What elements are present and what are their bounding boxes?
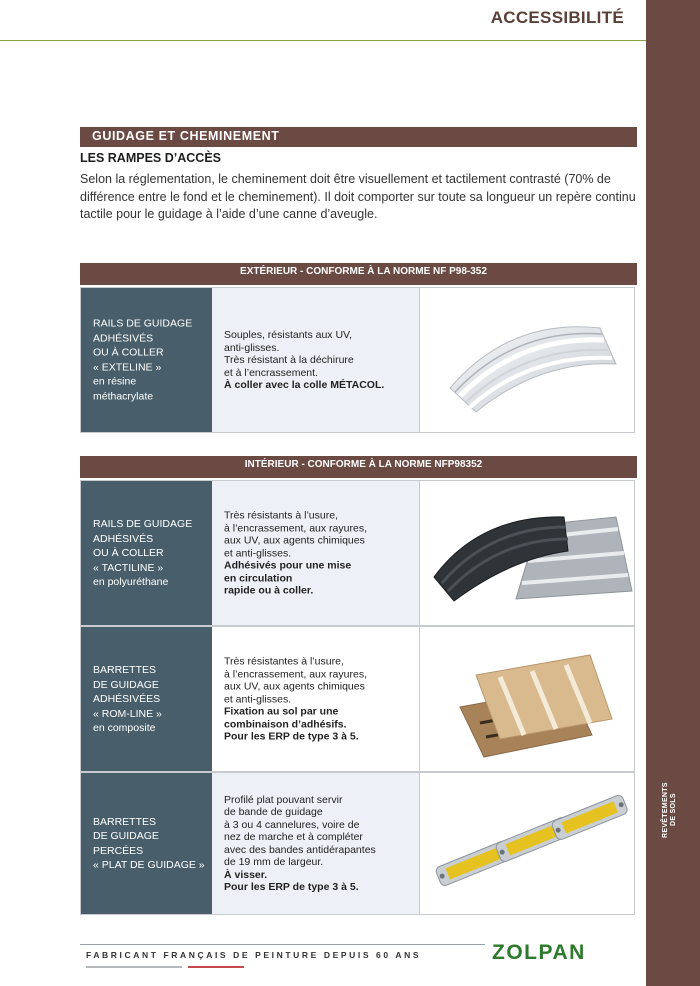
product-name-cell [81, 773, 212, 914]
product-row-romline [80, 626, 635, 772]
product-description-cell [212, 773, 419, 914]
product-image-cell [419, 481, 634, 625]
intro-paragraph: Selon la réglementation, le cheminement doit être visuellement et tactilement contrasté (70% de différence entre le fond et le cheminement). Il doit comporter sur toute sa longueur un repère continu tactile pour le guidage à l’aide d’une canne d’aveugle. [80, 172, 636, 221]
product-name: RAILS DE GUIDAGE ADHÉSIVÉS OU À COLLER « TACTILINE » en polyuréthane [93, 517, 193, 588]
page-header-title: ACCESSIBILITÉ [490, 8, 624, 27]
product-row-plat-de-guidage [80, 772, 635, 915]
product-description: Souples, résistants aux UV, anti-glisses. Très résistant à la déchirure et à l’encrassement. À coller avec la colle MÉTACOL. [224, 328, 385, 391]
exteline-rail-image [420, 288, 636, 432]
product-name: BARRETTES DE GUIDAGE PERCÉES « PLAT DE GUIDAGE » [93, 815, 205, 871]
product-row-exteline [80, 287, 635, 433]
right-sidebar [646, 0, 700, 986]
product-description-cell [212, 481, 419, 625]
section-title: GUIDAGE ET CHEMINEMENT [92, 129, 280, 143]
product-description: Profilé plat pouvant servir de bande de guidage à 3 ou 4 cannelures, voire de nez de marche et à compléter avec des bandes antidérapantes de 19 mm de largeur. À visser. Pour les ERP de type 3 à 5. [224, 793, 376, 893]
product-image-cell [419, 773, 634, 914]
product-description-cell [212, 627, 419, 771]
tactiline-rail-image [420, 481, 636, 625]
product-name: BARRETTES DE GUIDAGE ADHÉSIVÉES « ROM-LINE » en composite [93, 663, 162, 734]
footer-tagline: FABRICANT FRANÇAIS DE PEINTURE DEPUIS 60 ANS [86, 950, 422, 960]
table-heading-exterior: EXTÉRIEUR - CONFORME À LA NORME NF P98-352 [80, 263, 637, 285]
product-name-cell [81, 481, 212, 625]
product-image-cell [419, 627, 634, 771]
zolpan-logo: ZOLPAN [492, 941, 586, 964]
footer-accent-grey [86, 966, 182, 968]
plat-de-guidage-image [420, 773, 636, 914]
section-title-bar [80, 127, 637, 147]
product-name-cell [81, 288, 212, 432]
product-name-cell [81, 627, 212, 771]
romline-strip-image [420, 627, 636, 771]
sidebar-label: REVÊTEMENTS DE SOLS [662, 782, 677, 838]
product-description: Très résistants à l’usure, à l’encrassement, aux rayures, aux UV, aux agents chimiques et anti-glisses. Adhésivés pour une mise en circulation rapide ou à coller. [224, 509, 367, 597]
section-subtitle: LES RAMPES D’ACCÈS [80, 151, 221, 165]
table-heading-interior: INTÉRIEUR - CONFORME À LA NORME NFP98352 [80, 456, 637, 478]
product-description: Très résistantes à l’usure, à l’encrassement, aux rayures, aux UV, aux agents chimiques et anti-glisses. Fixation au sol par une combinaison d’adhésifs. Pour les ERP de type 3 à 5. [224, 655, 367, 743]
header-divider [0, 40, 646, 41]
footer-accent-red [188, 966, 244, 968]
product-image-cell [419, 288, 634, 432]
product-row-tactiline [80, 480, 635, 626]
product-name: RAILS DE GUIDAGE ADHÉSIVÉS OU À COLLER « EXTELINE » en résine méthacrylate [93, 317, 193, 402]
footer-divider [80, 944, 485, 945]
product-description-cell [212, 288, 419, 432]
